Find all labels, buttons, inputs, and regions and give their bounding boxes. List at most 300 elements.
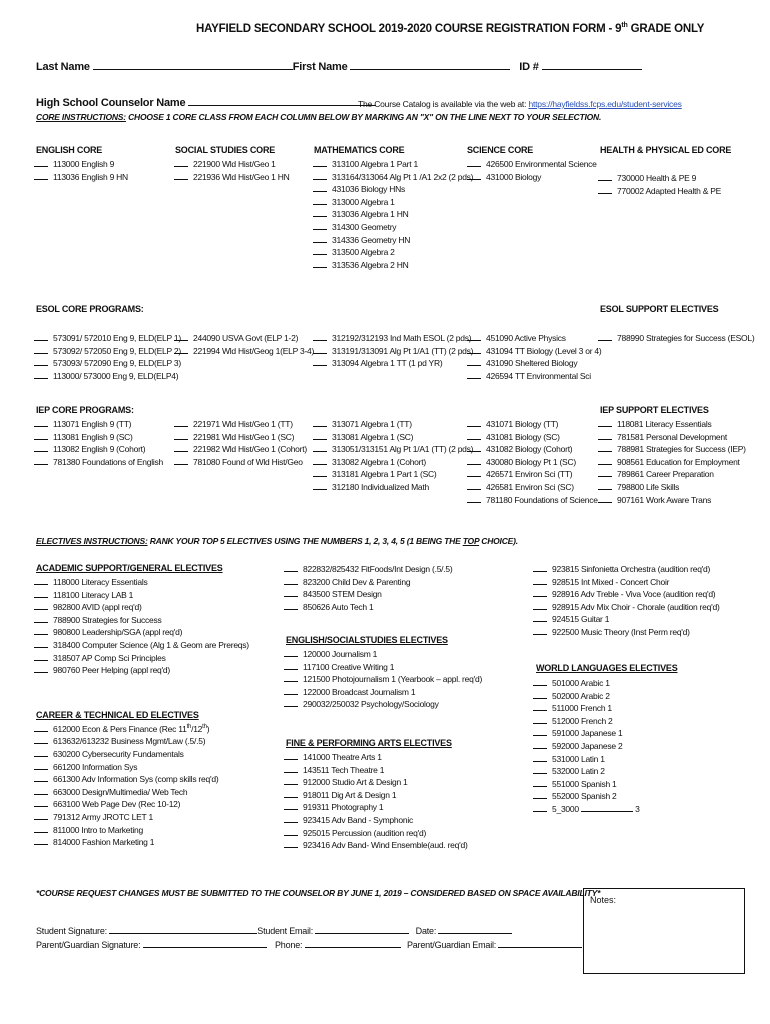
course-label: 788981 Strategies for Success (IEP)	[617, 444, 746, 455]
course-label: 923415 Adv Band - Symphonic	[303, 814, 413, 825]
selection-line[interactable]	[598, 443, 612, 452]
list-item	[313, 345, 473, 358]
selection-line[interactable]	[533, 803, 547, 812]
course-label: 426594 TT Environmental Sci	[486, 370, 591, 381]
list-item	[284, 601, 452, 614]
course-label: 814000 Fashion Marketing 1	[53, 837, 155, 848]
list-item	[598, 456, 746, 469]
catalog-link[interactable]: https://hayfieldss.fcps.edu/student-services	[528, 99, 682, 109]
selection-line[interactable]	[313, 221, 327, 230]
last-name-label: Last Name	[36, 61, 90, 73]
core-instructions-label: CORE INSTRUCTIONS:	[36, 112, 126, 122]
list-item	[313, 481, 473, 494]
list-item	[598, 443, 746, 456]
course-label: 788990 Strategies for Success (ESOL)	[617, 333, 755, 343]
electives-instructions-text-b: CHOICE).	[479, 536, 518, 546]
list-item	[598, 418, 746, 431]
list-item	[533, 702, 640, 715]
course-label: 244090 USVA Govt (ELP 1-2)	[193, 333, 299, 343]
course-label: 314300 Geometry	[332, 221, 397, 232]
course-label: 592000 Japanese 2	[552, 740, 623, 751]
selection-line[interactable]	[533, 790, 547, 799]
selection-line[interactable]	[34, 786, 48, 795]
first-name-field[interactable]	[350, 60, 510, 70]
course-label: 928515 Int Mixed - Concert Choir	[552, 576, 670, 587]
electives-instructions-top: TOP	[462, 536, 480, 546]
selection-line[interactable]	[34, 357, 48, 366]
selection-line[interactable]	[313, 456, 327, 465]
student-email-field[interactable]	[315, 924, 409, 934]
course-label: 663100 Web Page Dev (Rec 10-12)	[53, 799, 181, 810]
list-item	[533, 740, 640, 753]
list-item	[598, 468, 746, 481]
selection-line[interactable]	[313, 183, 327, 192]
list-item	[34, 456, 163, 469]
selection-line[interactable]	[533, 626, 547, 635]
date-field[interactable]	[438, 924, 512, 934]
list-item	[34, 576, 249, 589]
cte-heading: CAREER & TECHNICAL ED ELECTIVES	[36, 710, 199, 720]
selection-line[interactable]	[34, 836, 48, 845]
selection-line[interactable]	[34, 626, 48, 635]
selection-line[interactable]	[34, 773, 48, 782]
list-item	[313, 196, 473, 209]
list-item	[34, 626, 249, 639]
selection-line[interactable]	[533, 715, 547, 724]
list-item	[34, 614, 249, 627]
selection-line[interactable]	[533, 727, 547, 736]
list-item	[313, 357, 473, 370]
list-item	[284, 588, 452, 601]
list-item	[467, 418, 598, 431]
esol-col3-list	[313, 332, 473, 370]
course-label: 426500 Environmental Science	[486, 159, 597, 169]
iep-col4-list	[467, 418, 598, 506]
parent-email-label: Parent/Guardian Email:	[406, 940, 497, 950]
list-item	[313, 208, 473, 221]
list-item	[313, 221, 473, 234]
selection-line[interactable]	[34, 811, 48, 820]
selection-line[interactable]	[467, 158, 481, 167]
list-item	[533, 765, 640, 778]
list-item	[174, 171, 290, 184]
selection-line[interactable]	[598, 494, 612, 503]
list-item	[313, 259, 473, 272]
course-label: 982800 AVID (appl req'd)	[53, 602, 142, 613]
fine-arts-list	[284, 751, 468, 852]
form-title-text: HAYFIELD SECONDARY SCHOOL 2019-2020 COURSE REGISTRATION FORM - 9	[196, 22, 622, 35]
selection-line[interactable]	[533, 601, 547, 610]
selection-line[interactable]	[284, 563, 298, 572]
course-label: 290032/250032 Psychology/Sociology	[303, 699, 439, 710]
course-label: 312192/312193 Ind Math ESOL (2 pds)	[332, 333, 472, 343]
list-item	[34, 357, 181, 370]
selection-line[interactable]	[34, 171, 48, 180]
selection-line[interactable]	[533, 690, 547, 699]
world-lang-items	[533, 677, 640, 803]
course-label: 426571 Environ Sci (TT)	[486, 469, 573, 480]
cte-first-end: )	[206, 723, 210, 734]
list-item	[467, 357, 601, 370]
selection-line[interactable]	[313, 443, 327, 452]
course-label: 980760 Peer Helping (appl req'd)	[53, 665, 170, 676]
change-note: *COURSE REQUEST CHANGES MUST BE SUBMITTED TO THE COUNSELOR BY JUNE 1, 2019 – CONSIDERED BASED ON SPACE AVAILABILITY*	[36, 888, 601, 898]
list-item	[313, 431, 473, 444]
course-label: 431094 TT Biology (Level 3 or 4)	[486, 345, 602, 356]
course-label: 313100 Algebra 1 Part 1	[332, 159, 418, 169]
course-label: 512000 French 2	[552, 715, 613, 726]
course-label: 313000 Algebra 1	[332, 196, 395, 207]
mid-top-list	[284, 563, 452, 613]
course-label: 431036 Biology HNs	[332, 184, 405, 195]
course-label: 811000 Intro to Marketing	[53, 824, 143, 835]
selection-line[interactable]	[467, 332, 481, 341]
list-item	[34, 824, 218, 837]
selection-line[interactable]	[174, 158, 188, 167]
list-item	[467, 481, 598, 494]
selection-line[interactable]	[467, 370, 481, 379]
selection-line[interactable]	[467, 456, 481, 465]
selection-line[interactable]	[284, 776, 298, 785]
selection-line[interactable]	[34, 652, 48, 661]
selection-line[interactable]	[533, 677, 547, 686]
list-item	[313, 468, 473, 481]
last-name-field[interactable]	[93, 60, 293, 70]
course-label: 573091/ 572010 Eng 9, ELD(ELP 1)	[53, 333, 181, 343]
list-item	[174, 443, 307, 456]
list-item	[313, 246, 473, 259]
selection-line[interactable]	[34, 589, 48, 598]
selection-line[interactable]	[598, 456, 612, 465]
science-core-list	[467, 158, 597, 183]
esol-col1-list	[34, 332, 181, 382]
date-label: Date:	[415, 926, 437, 936]
selection-line[interactable]	[313, 357, 327, 366]
selection-line[interactable]	[34, 639, 48, 648]
counselor-label: High School Counselor Name	[36, 97, 186, 109]
selection-line[interactable]	[174, 431, 188, 440]
selection-line[interactable]	[284, 801, 298, 810]
cte-first-mid: /12	[191, 723, 203, 734]
selection-line[interactable]	[313, 332, 327, 341]
iep-col2-list	[174, 418, 307, 468]
cte-first-sup1: th	[186, 724, 192, 730]
course-label: 850626 Auto Tech 1	[303, 601, 374, 612]
selection-line[interactable]	[284, 576, 298, 585]
catalog-note	[358, 99, 682, 109]
selection-line[interactable]	[467, 357, 481, 366]
iep-support-heading: IEP SUPPORT ELECTIVES	[600, 405, 709, 415]
selection-line[interactable]	[313, 418, 327, 427]
phone-field[interactable]	[305, 938, 401, 948]
selection-line[interactable]	[174, 456, 188, 465]
english-ss-list	[284, 648, 482, 711]
list-item	[284, 764, 468, 777]
selection-line[interactable]	[34, 443, 48, 452]
course-label: 781180 Foundations of Science	[486, 494, 598, 505]
parent-email-field[interactable]	[498, 938, 582, 948]
course-label: 318507 AP Comp Sci Principles	[53, 652, 166, 663]
list-item	[284, 751, 468, 764]
selection-line[interactable]	[467, 345, 481, 354]
selection-line[interactable]	[174, 443, 188, 452]
selection-line[interactable]	[533, 702, 547, 711]
list-item	[34, 370, 181, 383]
selection-line[interactable]	[34, 345, 48, 354]
cte-first-sup2: th	[202, 724, 207, 730]
list-item	[284, 839, 468, 852]
list-item	[34, 786, 218, 799]
list-item	[34, 811, 218, 824]
selection-line[interactable]	[533, 753, 547, 762]
selection-line[interactable]	[34, 614, 48, 623]
music-list	[533, 563, 720, 639]
list-item	[313, 171, 473, 184]
world-lang-list	[533, 677, 640, 816]
course-label: 221982 Wld Hist/Geo 1 (Cohort)	[193, 444, 307, 455]
math-core-heading: MATHEMATICS CORE	[314, 145, 405, 155]
selection-line[interactable]	[284, 601, 298, 610]
list-item	[533, 677, 640, 690]
selection-line[interactable]	[34, 798, 48, 807]
selection-line[interactable]	[313, 431, 327, 440]
course-label: 451090 Active Physics	[486, 333, 566, 343]
selection-line[interactable]	[313, 158, 327, 167]
electives-instructions	[36, 536, 518, 546]
selection-line[interactable]	[174, 418, 188, 427]
selection-line[interactable]	[34, 456, 48, 465]
selection-line[interactable]	[34, 431, 48, 440]
selection-line[interactable]	[467, 443, 481, 452]
course-label: 318400 Computer Science (Alg 1 & Geom are Prereqs)	[53, 639, 249, 650]
social-core-heading: SOCIAL STUDIES CORE	[175, 145, 276, 155]
course-label: 113071 English 9 (TT)	[53, 419, 132, 429]
selection-line[interactable]	[284, 686, 298, 695]
course-label: 908561 Education for Employment	[617, 456, 740, 467]
selection-line[interactable]	[284, 648, 298, 657]
list-item	[467, 456, 598, 469]
selection-line[interactable]	[284, 789, 298, 798]
list-item	[533, 626, 720, 639]
course-label: 919311 Photography 1	[303, 802, 384, 813]
list-item	[34, 773, 218, 786]
selection-line[interactable]	[284, 839, 298, 848]
selection-line[interactable]	[34, 761, 48, 770]
selection-line[interactable]	[284, 764, 298, 773]
selection-line[interactable]	[467, 431, 481, 440]
selection-line[interactable]	[313, 345, 327, 354]
counselor-field[interactable]	[188, 96, 376, 106]
list-item	[34, 735, 218, 748]
course-label: 730000 Health & PE 9	[617, 173, 697, 183]
world-lang-last-code: 5_3000	[552, 803, 579, 814]
phone-label: Phone:	[275, 940, 303, 950]
course-label: 591000 Japanese 1	[552, 728, 623, 739]
course-label: 313082 Algebra 1 (Cohort)	[332, 456, 426, 467]
course-label: 221971 Wld Hist/Geo 1 (TT)	[193, 419, 293, 429]
selection-line[interactable]	[533, 588, 547, 597]
selection-line[interactable]	[284, 827, 298, 836]
course-label: 431081 Biology (SC)	[486, 431, 560, 442]
course-label: 822832/825432 FitFoods/Int Design (.5/.5)	[303, 564, 453, 574]
list-item	[34, 443, 163, 456]
world-lang-heading: WORLD LANGUAGES ELECTIVES	[536, 663, 678, 673]
course-label: 313094 Algebra 1 TT (1 pd YR)	[332, 358, 443, 369]
selection-line[interactable]	[533, 778, 547, 787]
list-item	[313, 443, 473, 456]
selection-line[interactable]	[313, 208, 327, 217]
selection-line[interactable]	[284, 673, 298, 682]
selection-line[interactable]	[34, 576, 48, 585]
selection-line[interactable]	[284, 661, 298, 670]
form-title	[196, 22, 704, 35]
selection-line[interactable]	[467, 468, 481, 477]
student-signature-field[interactable]	[109, 924, 257, 934]
selection-line[interactable]	[598, 481, 612, 490]
list-item	[467, 468, 598, 481]
course-label: 118081 Literacy Essentials	[617, 419, 712, 429]
list-item	[284, 814, 468, 827]
iep-core-heading: IEP CORE PROGRAMS:	[36, 405, 134, 415]
notes-box[interactable]	[583, 888, 745, 974]
social-core-list	[174, 158, 290, 183]
selection-line[interactable]	[598, 468, 612, 477]
selection-line[interactable]	[34, 748, 48, 757]
list-item	[284, 789, 468, 802]
selection-line[interactable]	[467, 481, 481, 490]
list-item	[313, 332, 473, 345]
course-label: 502000 Arabic 2	[552, 690, 610, 701]
list-item	[533, 715, 640, 728]
course-label: 923815 Sinfonietta Orchestra (audition req'd)	[552, 564, 711, 574]
course-label: 113000/ 573000 Eng 9, ELD(ELP4)	[53, 370, 179, 381]
course-label: 141000 Theatre Arts 1	[303, 752, 382, 762]
health-core-list	[598, 172, 721, 197]
course-label: 791312 Army JROTC LET 1	[53, 811, 153, 822]
selection-line[interactable]	[313, 234, 327, 243]
selection-line[interactable]	[313, 171, 327, 180]
list-item	[284, 686, 482, 699]
parent-row	[36, 938, 582, 950]
selection-line[interactable]	[313, 468, 327, 477]
selection-line[interactable]	[34, 418, 48, 427]
language-field[interactable]	[581, 803, 633, 812]
course-label: 313051/313151 Alg Pt 1/A1 (TT) (2 pds)	[332, 444, 474, 455]
list-item	[313, 234, 473, 247]
course-label: 781380 Foundations of English	[53, 456, 163, 467]
esol-support-heading: ESOL SUPPORT ELECTIVES	[600, 304, 719, 314]
selection-line[interactable]	[34, 332, 48, 341]
selection-line[interactable]	[313, 246, 327, 255]
course-label: 113000 English 9	[53, 159, 115, 169]
selection-line[interactable]	[533, 740, 547, 749]
selection-line[interactable]	[34, 158, 48, 167]
list-item	[284, 827, 468, 840]
list-item	[598, 481, 746, 494]
selection-line[interactable]	[174, 171, 188, 180]
course-label: 313536 Algebra 2 HN	[332, 259, 409, 270]
student-signature-label: Student Signature:	[36, 926, 107, 936]
course-label: 221994 Wld Hist/Geog 1(ELP 3-4)	[193, 345, 315, 356]
selection-line[interactable]	[313, 481, 327, 490]
list-item	[284, 661, 482, 674]
selection-line[interactable]	[598, 332, 612, 341]
list-item	[34, 761, 218, 774]
list-item	[467, 171, 597, 184]
selection-line[interactable]	[284, 751, 298, 760]
selection-line[interactable]	[598, 172, 612, 181]
selection-line[interactable]	[34, 601, 48, 610]
selection-line[interactable]	[598, 418, 612, 427]
list-item	[598, 185, 721, 198]
list-item	[34, 836, 218, 849]
course-label: 431082 Biology (Cohort)	[486, 444, 573, 455]
parent-signature-label: Parent/Guardian Signature:	[36, 940, 141, 950]
list-item	[533, 576, 720, 589]
selection-line[interactable]	[174, 345, 188, 354]
course-label: 313071 Algebra 1 (TT)	[332, 419, 412, 429]
selection-line[interactable]	[284, 814, 298, 823]
selection-line[interactable]	[598, 431, 612, 440]
selection-line[interactable]	[533, 563, 547, 572]
selection-line[interactable]	[174, 332, 188, 341]
id-field[interactable]	[542, 60, 642, 70]
list-item	[467, 370, 601, 383]
selection-line[interactable]	[34, 370, 48, 379]
core-instructions	[36, 112, 601, 122]
selection-line[interactable]	[313, 259, 327, 268]
selection-line[interactable]	[467, 171, 481, 180]
course-label: 789861 Career Preparation	[617, 469, 714, 480]
selection-line[interactable]	[34, 664, 48, 673]
selection-line[interactable]	[598, 185, 612, 194]
course-label: 798800 Life Skills	[617, 481, 680, 492]
selection-line[interactable]	[34, 723, 48, 732]
selection-line[interactable]	[34, 735, 48, 744]
student-email-label: Student Email:	[257, 926, 314, 936]
list-item	[34, 345, 181, 358]
list-item	[533, 601, 720, 614]
selection-line[interactable]	[467, 494, 481, 503]
selection-line[interactable]	[533, 765, 547, 774]
parent-signature-field[interactable]	[143, 938, 267, 948]
selection-line[interactable]	[34, 824, 48, 833]
selection-line[interactable]	[284, 698, 298, 707]
course-label: 661200 Information Sys	[53, 761, 138, 772]
academic-list	[34, 576, 249, 677]
course-label: 823200 Child Dev & Parenting	[303, 576, 411, 587]
selection-line[interactable]	[467, 418, 481, 427]
list-item	[533, 690, 640, 703]
english-ss-heading: ENGLISH/SOCIALSTUDIES ELECTIVES	[286, 635, 448, 645]
list-item	[467, 494, 598, 507]
selection-line[interactable]	[533, 613, 547, 622]
list-item	[284, 673, 482, 686]
course-label: 551000 Spanish 1	[552, 778, 617, 789]
world-lang-last-level: 3	[635, 803, 640, 814]
course-label: 313036 Algebra 1 HN	[332, 209, 409, 220]
selection-line[interactable]	[533, 576, 547, 585]
list-item	[284, 698, 482, 711]
list-item	[533, 753, 640, 766]
course-label: 431090 Sheltered Biology	[486, 358, 578, 369]
counselor-row	[36, 96, 376, 109]
selection-line[interactable]	[284, 588, 298, 597]
course-label: 980800 Leadership/SGA (appl req'd)	[53, 627, 183, 638]
selection-line[interactable]	[313, 196, 327, 205]
id-label: ID #	[519, 61, 539, 73]
cte-rest-list	[34, 735, 218, 848]
